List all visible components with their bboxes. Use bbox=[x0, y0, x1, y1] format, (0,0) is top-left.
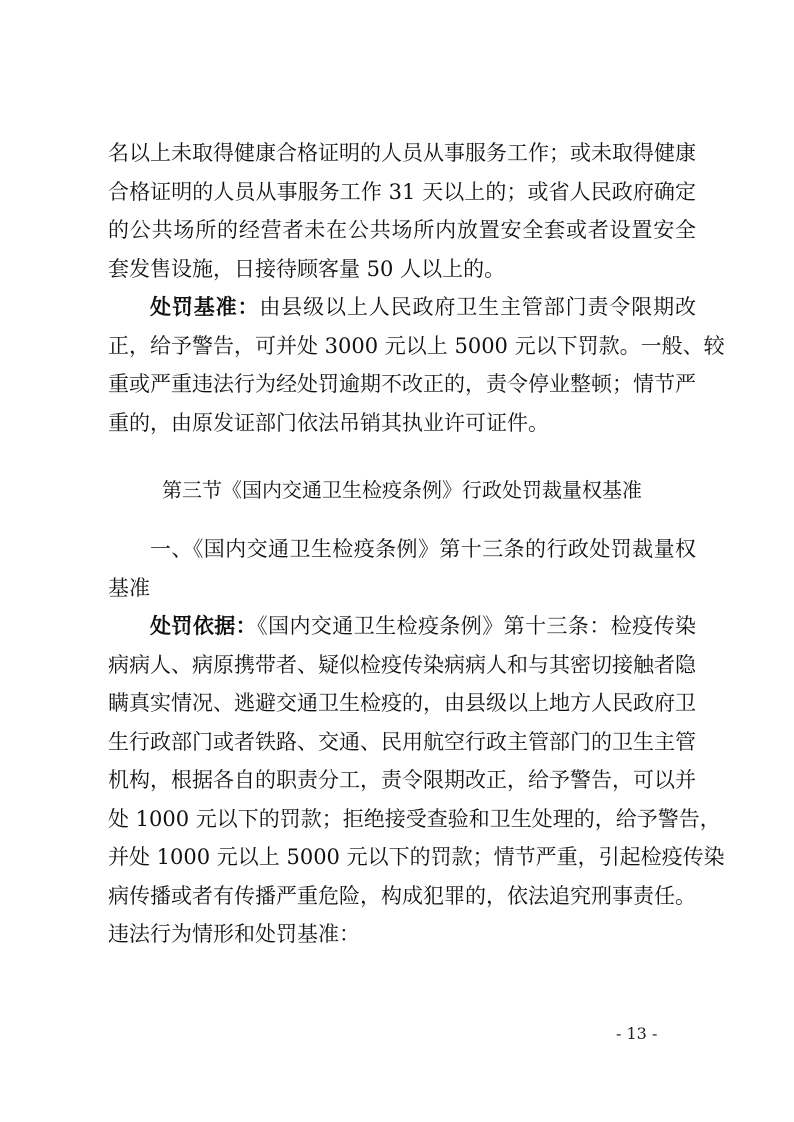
text-line: 病传播或者有传播严重危险，构成犯罪的，依法追究刑事责任。 bbox=[108, 883, 696, 908]
section-heading: 第三节《国内交通卫生检疫条例》行政处罚裁量权基准 bbox=[162, 478, 642, 502]
paragraph-penalty-basis bbox=[108, 607, 725, 954]
text-line: 并处 1000 元以上 5000 元以下的罚款；情节严重，引起检疫传染 bbox=[108, 845, 725, 869]
text-line: 重的，由原发证部门依法吊销其执业许可证件。 bbox=[108, 410, 549, 435]
text-line: 一、《国内交通卫生检疫条例》第十三条的行政处罚裁量权 bbox=[150, 537, 696, 561]
text-line bbox=[108, 288, 696, 327]
penalty-basis-label: 处罚依据： bbox=[150, 614, 258, 638]
subheading bbox=[108, 530, 696, 607]
text-line: 违法行为情形和处罚基准： bbox=[108, 922, 360, 946]
text-line bbox=[108, 607, 696, 646]
document-body bbox=[108, 134, 725, 954]
text-line: 瞒真实情况、逃避交通卫生检疫的，由县级以上地方人民政府卫 bbox=[108, 691, 696, 715]
text-line: 机构，根据各自的职责分工，责令限期改正，给予警告，可以并 bbox=[108, 768, 696, 792]
text-line: 重或严重违法行为经处罚逾期不改正的，责令停业整顿；情节严 bbox=[108, 372, 696, 396]
penalty-standard-text: 由县级以上人民政府卫生主管部门责令限期改 bbox=[259, 295, 696, 319]
paragraph-violation-continued bbox=[108, 134, 696, 288]
text-line: 处 1000 元以下的罚款；拒绝接受查验和卫生处理的，给予警告， bbox=[108, 806, 721, 831]
penalty-basis-text: 《国内交通卫生检疫条例》第十三条：检疫传染 bbox=[257, 614, 697, 638]
page-number: - 13 - bbox=[616, 1024, 658, 1043]
text-line: 正，给予警告，可并处 3000 元以上 5000 元以下罚款。一般、较 bbox=[108, 333, 725, 358]
text-line: 名以上未取得健康合格证明的人员从事服务工作；或未取得健康 bbox=[108, 141, 696, 165]
penalty-standard-label: 处罚基准： bbox=[150, 295, 260, 319]
text-line: 基准 bbox=[108, 575, 150, 600]
text-line: 病病人、病原携带者、疑似检疫传染病病人和与其密切接触者隐 bbox=[108, 652, 696, 677]
text-line: 生行政部门或者铁路、交通、民用航空行政主管部门的卫生主管 bbox=[108, 729, 696, 754]
text-line: 套发售设施，日接待顾客量 50 人以上的。 bbox=[108, 256, 506, 281]
paragraph-penalty-standard bbox=[108, 288, 725, 442]
text-line: 的公共场所的经营者未在公共场所内放置安全套或者设置安全 bbox=[108, 218, 696, 242]
text-line: 合格证明的人员从事服务工作 31 天以上的；或省人民政府确定 bbox=[108, 179, 696, 204]
